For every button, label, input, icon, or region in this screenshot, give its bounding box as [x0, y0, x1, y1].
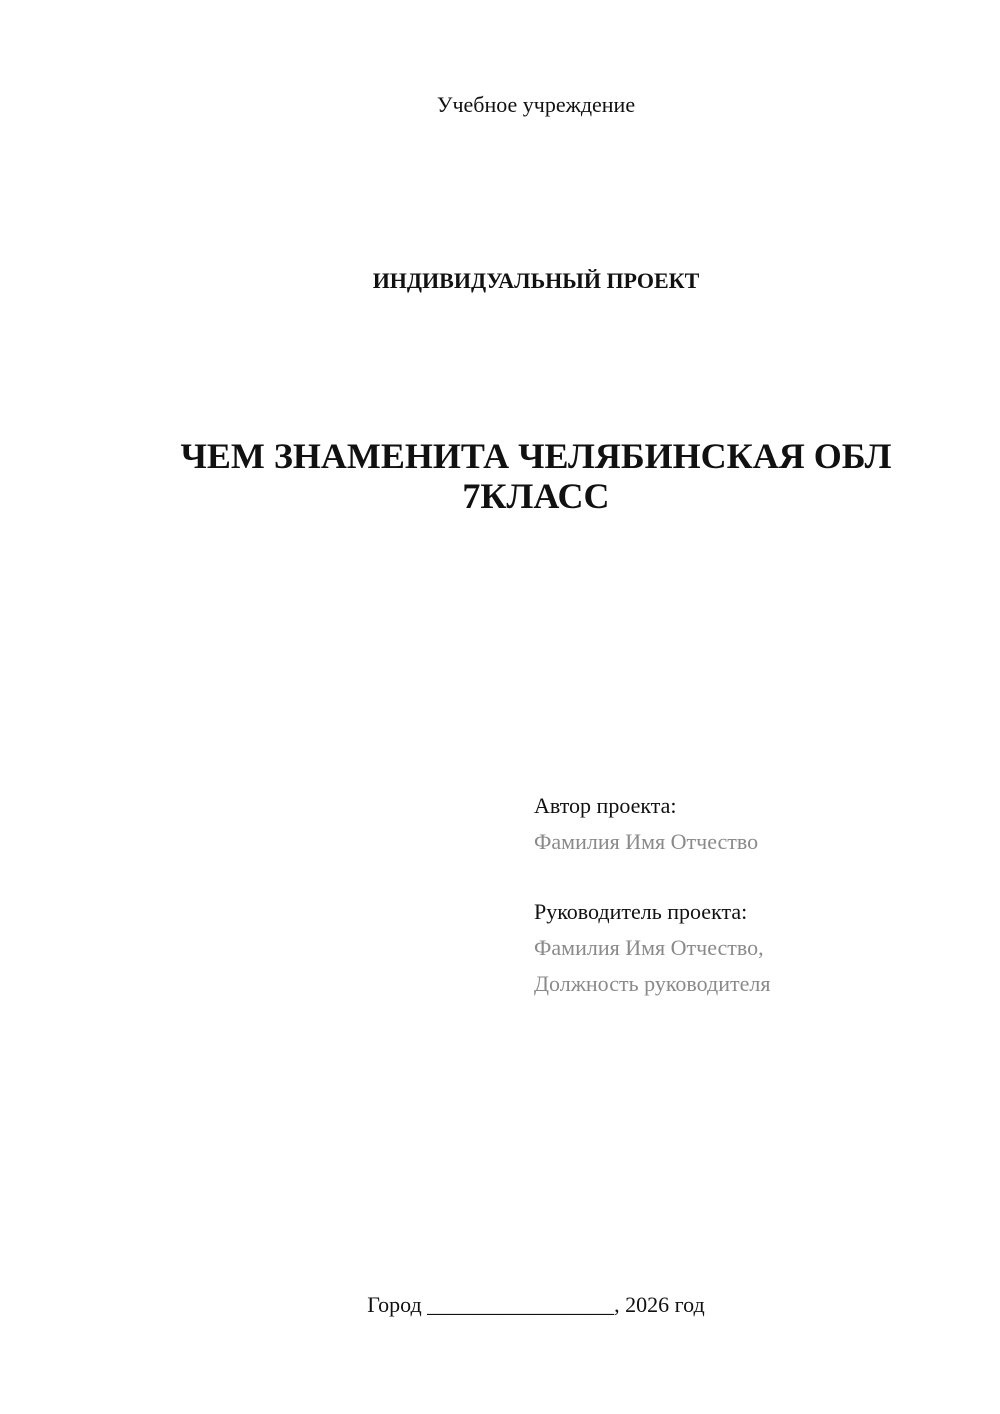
supervisor-position-placeholder: Должность руководителя [534, 971, 771, 996]
credits-spacer [534, 860, 770, 894]
project-credits [534, 788, 770, 1002]
author-name-placeholder: Фамилия Имя Отчество [534, 829, 759, 854]
document-type-heading: ИНДИВИДУАЛЬНЫЙ ПРОЕКТ [372, 268, 700, 293]
institution-name: Учебное учреждение [436, 92, 636, 117]
city-year-footer: Город _________________, 2026 год [367, 1292, 705, 1317]
project-title [0, 436, 1000, 516]
author-label: Автор проекта: [534, 793, 677, 818]
project-title-line-1: ЧЕМ ЗНАМЕНИТА ЧЕЛЯБИНСКАЯ ОБЛ [180, 436, 892, 476]
supervisor-name-placeholder: Фамилия Имя Отчество, [534, 935, 764, 960]
supervisor-label: Руководитель проекта: [534, 899, 748, 924]
project-title-line-2: 7КЛАСС [462, 476, 610, 516]
